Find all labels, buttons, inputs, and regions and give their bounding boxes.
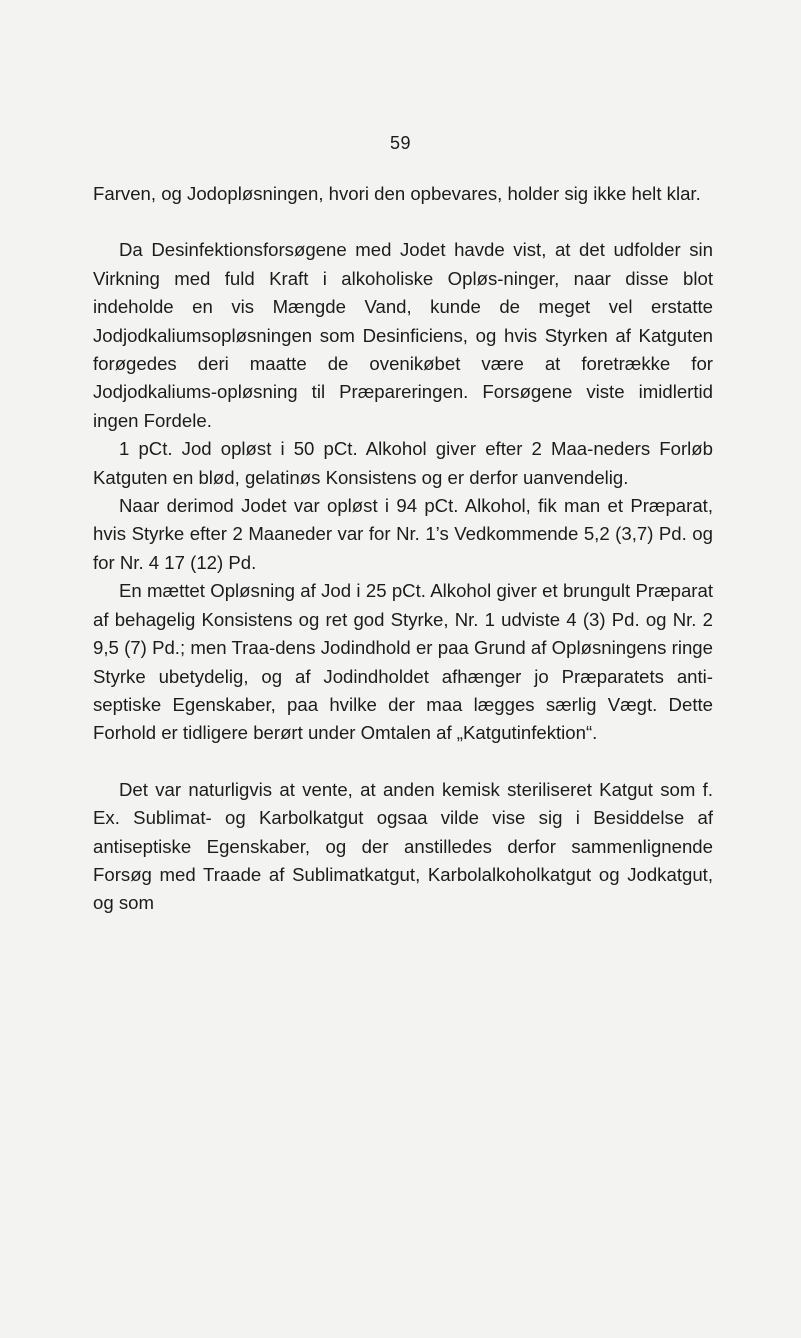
paragraph: 1 pCt. Jod opløst i 50 pCt. Alkohol giver efter 2 Maa-neders Forløb Katguten en blød, gelatinøs Konsistens og er derfor uanvendelig. [93, 438, 713, 488]
paragraph: Da Desinfektionsforsøgene med Jodet havde vist, at det udfolder sin Virkning med fuld Kraft i alkoholiske Opløs-ninger, naar disse blot indeholde en vis Mængde Vand, kunde de meget vel erstatte Jodjodkaliumsopløsningen som Desinficiens, og hvis Styrken af Katguten forøgedes deri maatte de ovenikøbet være at foretrække for Jodjodkaliums-opløsning til Præpareringen. Forsøgene viste imidlertid ingen Fordele. [93, 239, 713, 431]
paragraph: Det var naturligvis at vente, at anden kemisk steriliseret Katgut som f. Ex. Sublimat- og Karbolkatgut ogsaa vilde vise sig i Besiddelse af antiseptiske Egenskaber, og der anstilledes derfor sammenlignende Forsøg med Traade af Sublimatkatgut, Karbolalkoholkatgut og Jodkatgut, og som [93, 778, 713, 914]
paragraph: Naar derimod Jodet var opløst i 94 pCt. Alkohol, fik man et Præparat, hvis Styrke efter 2 Maaneder var for Nr. 1’s Vedkommende 5,2 (3,7) Pd. og for Nr. 4 17 (12) Pd. [93, 495, 713, 573]
page-number: 59 [389, 133, 412, 153]
paragraph: Farven, og Jodopløsningen, hvori den opbevares, holder sig ikke helt klar. [93, 183, 701, 204]
paragraph: En mættet Opløsning af Jod i 25 pCt. Alkohol giver et brungult Præparat af behagelig Konsistens og ret god Styrke, Nr. 1 udviste 4 (3) Pd. og Nr. 2 9,5 (7) Pd.; men Traa-dens Jodindhold er paa Grund af Opløsningens ringe Styrke ubetydelig, og af Jodindholdet afhænger jo Præparatets anti-septiske Egenskaber, paa hvilke der maa lægges særlig Vægt. Dette Forhold er tidligere berørt under Omtalen af „Katgutinfektion“. [93, 580, 713, 744]
body-text [93, 180, 713, 918]
